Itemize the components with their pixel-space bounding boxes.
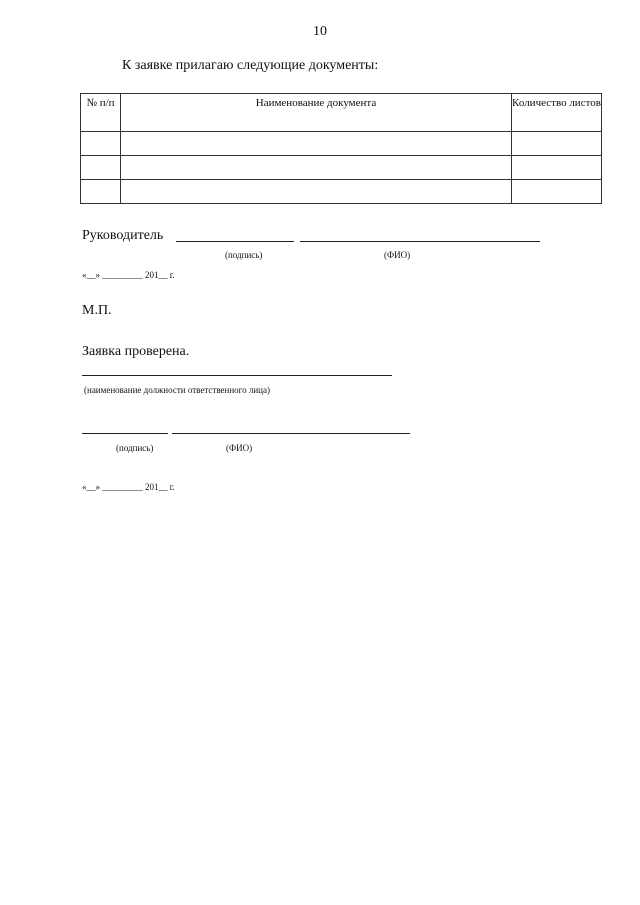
manager-name-caption: (ФИО) (384, 250, 411, 260)
position-caption: (наименование должности ответственного лица) (84, 385, 270, 395)
position-line (82, 375, 392, 376)
manager-name-line (300, 241, 540, 242)
table-row (81, 156, 602, 180)
table-cell (81, 156, 121, 180)
table-cell (121, 156, 512, 180)
manager-signature-caption: (подпись) (225, 250, 263, 260)
verification-date-line: «__» _________ 201__ г. (82, 482, 175, 492)
table-header-row (81, 94, 602, 132)
manager-label: Руководитель (82, 228, 164, 243)
table-cell (121, 180, 512, 204)
header-sheet-count: Количество листов (512, 94, 602, 132)
seal-label: М.П. (82, 303, 112, 318)
table-cell (512, 156, 602, 180)
intro-text: К заявке прилагаю следующие документы: (122, 58, 379, 73)
documents-table (80, 93, 602, 204)
table-cell (81, 180, 121, 204)
manager-date-line: «__» _________ 201__ г. (82, 270, 175, 280)
verification-signature-line (82, 433, 168, 434)
page-number: 10 (313, 24, 327, 39)
verification-signature-caption: (подпись) (116, 443, 154, 453)
verification-name-line (172, 433, 410, 434)
table-row (81, 132, 602, 156)
table-cell (121, 132, 512, 156)
verification-name-caption: (ФИО) (226, 443, 253, 453)
table-cell (81, 132, 121, 156)
table-cell (512, 132, 602, 156)
table-row (81, 180, 602, 204)
verification-label: Заявка проверена. (82, 344, 190, 359)
header-number: № п/п (81, 94, 121, 132)
header-document-name: Наименование документа (121, 94, 512, 132)
manager-signature-line (176, 241, 294, 242)
table-cell (512, 180, 602, 204)
